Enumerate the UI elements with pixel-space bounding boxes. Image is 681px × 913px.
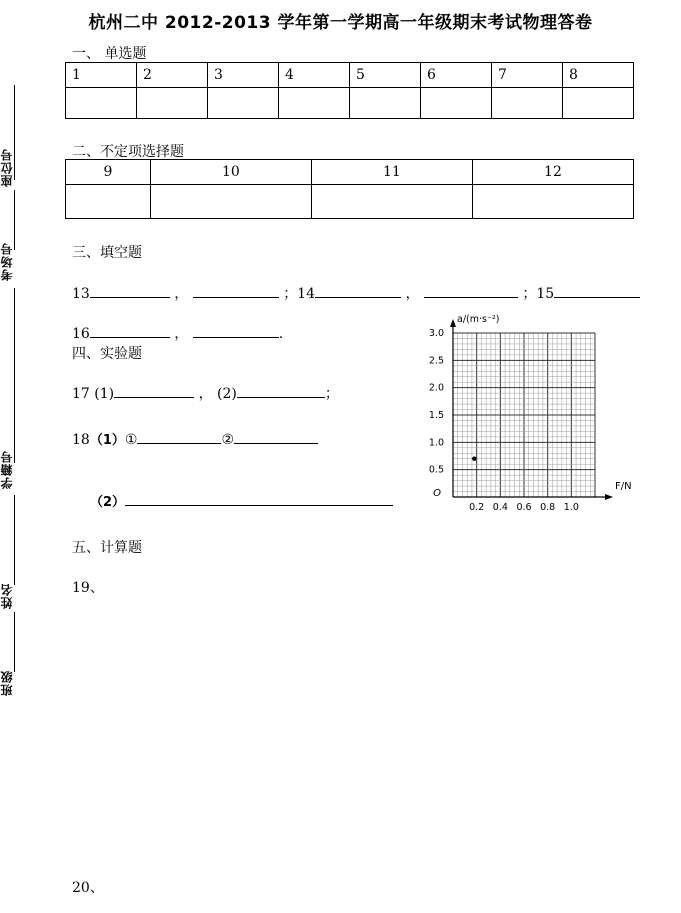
q16-comma: ， [174,326,189,342]
origin-label: O [433,488,441,499]
fill-row-13-15 [72,283,640,303]
q20-label: 20、 [72,880,104,896]
q15-label: ；15 [522,286,555,302]
q8-header: 8 [563,63,634,88]
name-label: 姓名 [0,583,14,609]
x-tick-label: 0.4 [492,502,508,513]
y-tick-label: 2.0 [428,382,444,394]
margin-line-name [14,495,15,585]
margin-line-class [14,612,15,672]
graph-grid [453,333,595,497]
q15-blank[interactable] [554,283,640,298]
q17-part2-blank[interactable] [237,383,325,398]
q3-answer-cell[interactable] [208,88,279,119]
page-title: 杭州二中 2012-2013 学年第一学期高一年级期末考试物理答卷 [88,13,593,33]
q1-answer-cell[interactable] [66,88,137,119]
q18-circle-2: ② [221,432,234,448]
q18-circle-1: ① [124,432,138,448]
q16-blank-2[interactable] [193,323,279,338]
q16-blank[interactable] [90,323,170,338]
margin-line-student-id [14,288,15,463]
q7-answer-cell[interactable] [492,88,563,119]
q19-label: 19、 [72,580,104,596]
multi-choice-header-row [66,160,634,185]
seat-number-label: 座位号 [0,148,14,187]
q18-part1-row [72,429,318,448]
single-choice-answer-table [65,62,634,119]
q10-answer-cell[interactable] [150,185,311,219]
x-axis-label: F/N [615,481,632,492]
x-tick-label: 1.0 [563,502,579,513]
q18-part2-label: （2） [90,495,126,510]
section-single-choice-heading: 一、 单选题 [72,46,147,62]
q16-period: . [278,326,284,342]
q12-answer-cell[interactable] [472,185,633,219]
q18-part2-blank[interactable] [125,491,393,506]
q2-header: 2 [137,63,208,88]
section-calc-heading: 五、计算题 [72,540,142,556]
q17-part1-label: (1) [94,386,115,402]
section-multi-choice-heading: 二、不定项选择题 [72,144,184,160]
y-tick-label: 3.0 [428,328,444,339]
single-choice-answer-row [66,88,634,119]
q14-blank[interactable] [315,283,401,298]
q14-comma: ， [405,286,420,302]
y-tick-label: 0.5 [428,464,444,476]
q18-label: 18 [72,432,90,448]
q18-blank-1[interactable] [137,429,221,444]
q2-answer-cell[interactable] [137,88,208,119]
q14-blank-2[interactable] [424,283,518,298]
fill-row-16 [72,323,283,343]
class-label: 班级 [0,670,14,696]
q10-header: 10 [150,160,311,185]
q9-answer-cell[interactable] [66,185,151,219]
acceleration-force-graph [420,310,642,516]
exam-room-label: 考场号 [0,242,14,281]
q7-header: 7 [492,63,563,88]
q13-blank-2[interactable] [193,283,279,298]
x-axis-arrow [605,494,613,500]
y-tick-label: 1.5 [428,410,444,421]
x-tick-label: 0.6 [516,502,532,513]
q12-header: 12 [472,160,633,185]
x-tick-label: 0.8 [540,502,556,513]
q17-row [72,383,339,403]
q17-part1-blank[interactable] [114,383,194,398]
q16-label: 16 [72,326,90,342]
single-choice-header-row [66,63,634,88]
y-axis-arrow [450,319,456,327]
q14-label: ；14 [283,286,316,302]
q18-part1-label: （1） [89,433,125,448]
q13-blank[interactable] [90,283,170,298]
q5-header: 5 [350,63,421,88]
q1-header: 1 [66,63,137,88]
q4-answer-cell[interactable] [279,88,350,119]
q18-blank-2[interactable] [234,429,318,444]
q17-comma: ， [198,386,213,402]
q13-label: 13 [72,286,90,302]
q11-header: 11 [311,160,472,185]
y-axis-label: a/(m·s⁻²) [457,314,500,325]
q6-answer-cell[interactable] [421,88,492,119]
margin-line-room [14,190,15,250]
section-fill-heading: 三、填空题 [72,245,142,261]
q17-part2-label: (2) [217,386,237,402]
x-tick-label: 0.2 [469,502,485,513]
q9-header: 9 [66,160,151,185]
q17-label: 17 [72,386,90,402]
student-id-label: 学籍号 [0,450,14,489]
q4-header: 4 [279,63,350,88]
y-tick-label: 2.5 [428,355,444,367]
q13-comma: ， [174,286,189,302]
multi-choice-answer-row [66,185,634,219]
q6-header: 6 [421,63,492,88]
q8-answer-cell[interactable] [563,88,634,119]
y-tick-label: 1.0 [428,437,444,449]
q18-part2-row [90,491,393,510]
q17-semicolon: ； [324,386,339,402]
section-experiment-heading: 四、实验题 [72,346,142,362]
graph-points [472,457,476,461]
q5-answer-cell[interactable] [350,88,421,119]
data-point [472,457,476,461]
q11-answer-cell[interactable] [311,185,472,219]
multi-choice-answer-table [65,159,634,219]
q3-header: 3 [208,63,279,88]
